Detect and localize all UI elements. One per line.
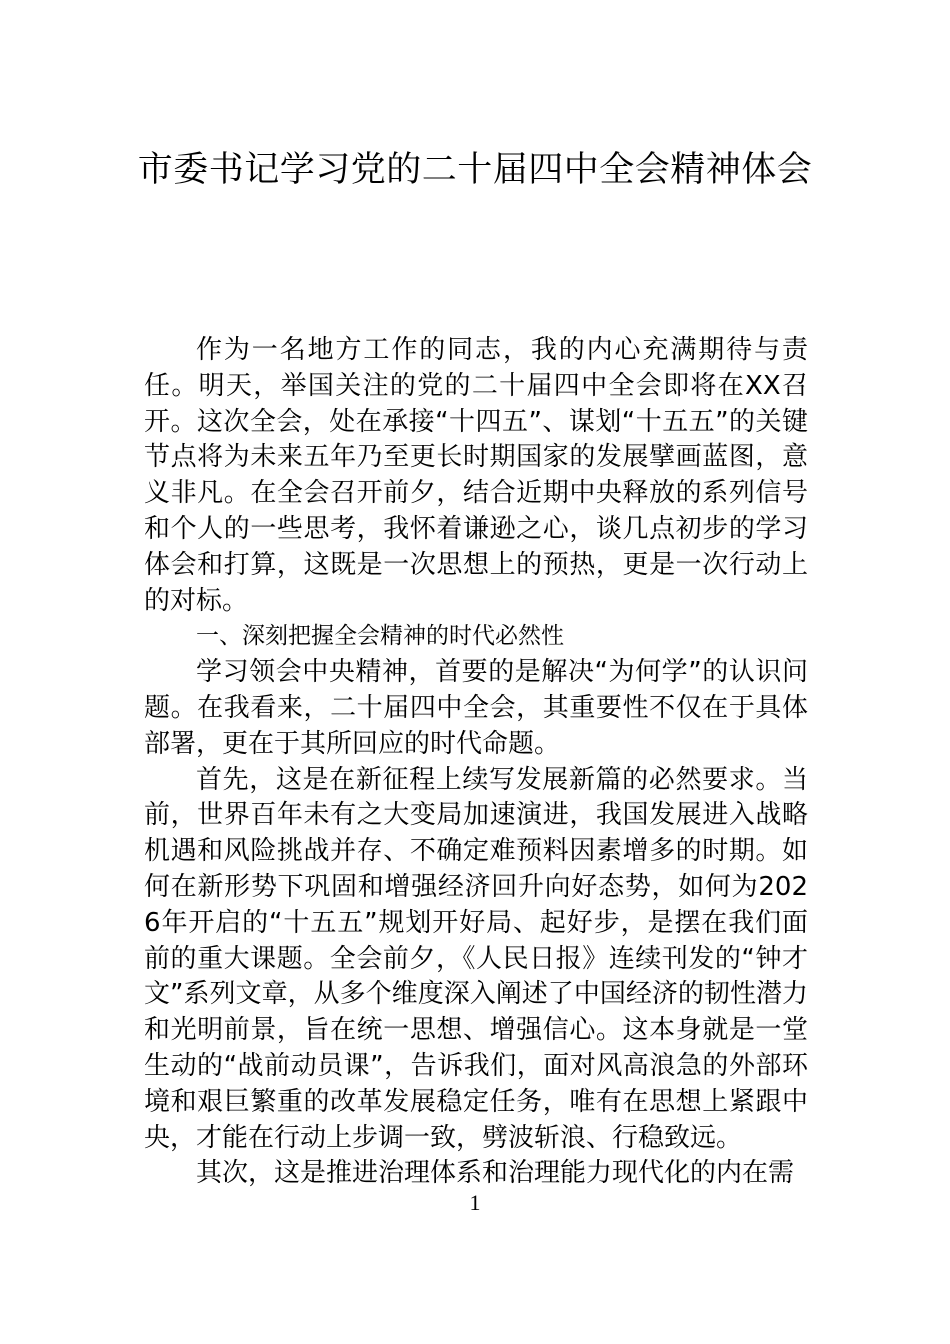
page-number: 1 — [469, 1190, 481, 1215]
section-paragraph-2: 首先，这是在新征程上续写发展新篇的必然要求。当前，世界百年未有之大变局加速演进，我国发展进入战略机遇和风险挑战并存、不确定难预料因素增多的时期。如何在新形势下巩固和增强经济回升向好态势，如何为2026年开启的“十五五”规划开好局、起好步，是摆在我们面前的重大课题。全会前夕，《人民日报》连续刊发的“钟才文”系列文章，从多个维度深入阐述了中国经济的韧性潜力和光明前景，旨在统一思想、增强信心。这本身就是一堂生动的“战前动员课”，告诉我们，面对风高浪急的外部环境和艰巨繁重的改革发展稳定任务，唯有在思想上紧跟中央，才能在行动上步调一致，劈波斩浪、行稳致远。 — [144, 764, 808, 1153]
section-paragraph-1: 学习领会中央精神，首要的是解决“为何学”的认识问题。在我看来，二十届四中全会，其重要性不仅在于具体部署，更在于其所回应的时代命题。 — [144, 657, 808, 759]
document-body — [144, 333, 808, 1192]
document-title: 市委书记学习党的二十届四中全会精神体会 — [137, 150, 813, 190]
section-heading: 一、深刻把握全会精神的时代必然性 — [196, 623, 564, 650]
section-paragraph-3: 其次，这是推进治理体系和治理能力现代化的内在需 — [196, 1158, 795, 1189]
intro-paragraph: 作为一名地方工作的同志，我的内心充满期待与责任。明天，举国关注的党的二十届四中全会即将在XX召开。这次全会，处在承接“十四五”、谋划“十五五”的关键节点将为未来五年乃至更长时期国家的发展擘画蓝图，意义非凡。在全会召开前夕，结合近期中央释放的系列信号和个人的一些思考，我怀着谦逊之心，谈几点初步的学习体会和打算，这既是一次思想上的预热，更是一次行动上的对标。 — [144, 335, 808, 616]
